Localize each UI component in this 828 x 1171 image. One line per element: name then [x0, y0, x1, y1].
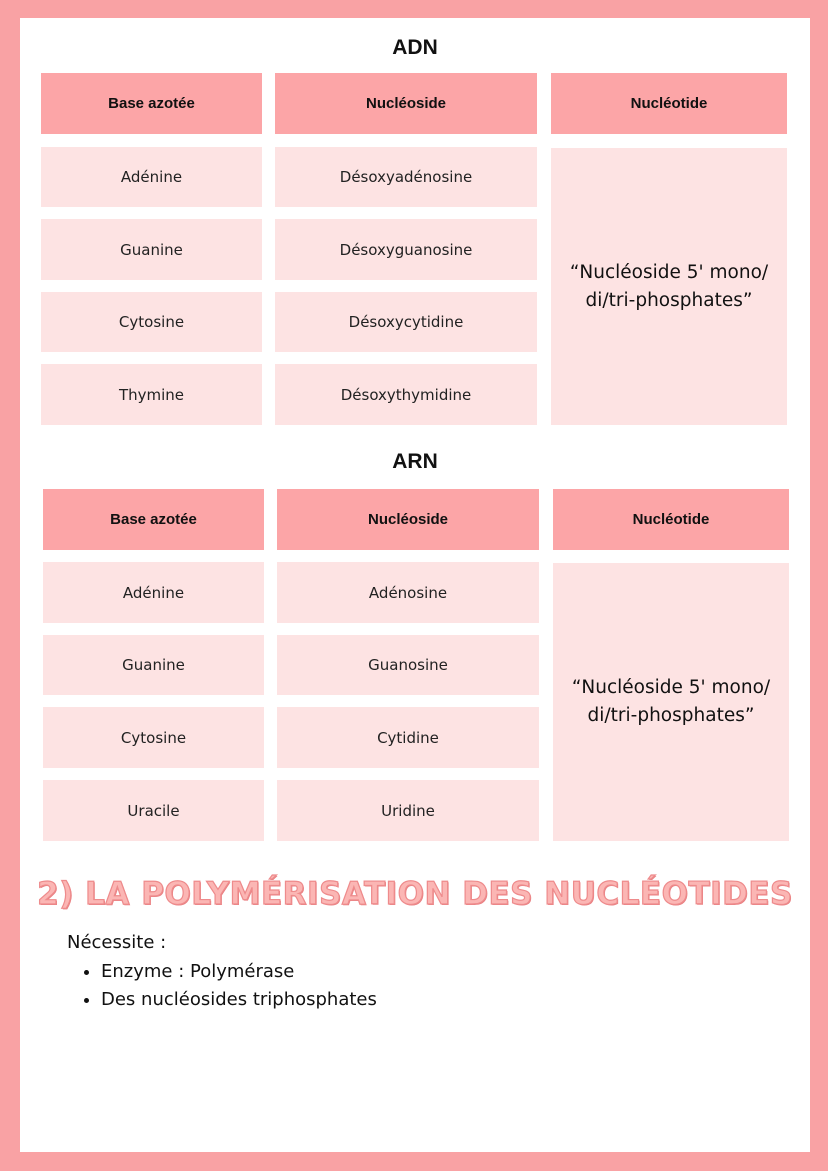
arn-nucleoside-cell: Guanosine	[277, 635, 539, 695]
arn-header-base: Base azotée	[43, 489, 264, 550]
list-item: • Des nucléosides triphosphates	[101, 986, 377, 1014]
arn-base-cell: Guanine	[43, 635, 264, 695]
arn-nucleoside-cell: Cytidine	[277, 707, 539, 768]
arn-header-nucleoside: Nucléoside	[277, 489, 539, 550]
section-intro: Nécessite :	[67, 932, 167, 953]
arn-nucleoside-cell: Uridine	[277, 780, 539, 841]
adn-base-cell: Cytosine	[41, 292, 262, 352]
adn-nucleoside-cell: Désoxyguanosine	[275, 219, 537, 280]
adn-nucleoside-cell: Désoxycytidine	[275, 292, 537, 352]
adn-nucleoside-cell: Désoxyadénosine	[275, 147, 537, 207]
requirements-list	[67, 958, 377, 1014]
adn-nucleotide-note: “Nucléoside 5' mono/ di/tri-phosphates”	[551, 148, 787, 425]
adn-base-cell: Guanine	[41, 219, 262, 280]
arn-base-cell: Uracile	[43, 780, 264, 841]
arn-title: ARN	[392, 450, 438, 473]
arn-base-cell: Adénine	[43, 562, 264, 623]
adn-header-base: Base azotée	[41, 73, 262, 134]
adn-base-cell: Adénine	[41, 147, 262, 207]
adn-title: ADN	[392, 36, 438, 59]
adn-nucleoside-cell: Désoxythymidine	[275, 364, 537, 425]
list-item: • Enzyme : Polymérase	[101, 958, 377, 986]
adn-header-nucleoside: Nucléoside	[275, 73, 537, 134]
arn-base-cell: Cytosine	[43, 707, 264, 768]
arn-nucleotide-note: “Nucléoside 5' mono/ di/tri-phosphates”	[553, 563, 789, 841]
arn-header-nucleotide: Nucléotide	[553, 489, 789, 550]
adn-base-cell: Thymine	[41, 364, 262, 425]
section-heading: 2) LA POLYMÉRISATION DES NUCLÉOTIDES	[37, 876, 793, 912]
arn-nucleoside-cell: Adénosine	[277, 562, 539, 623]
document-page	[20, 18, 810, 1152]
adn-header-nucleotide: Nucléotide	[551, 73, 787, 134]
